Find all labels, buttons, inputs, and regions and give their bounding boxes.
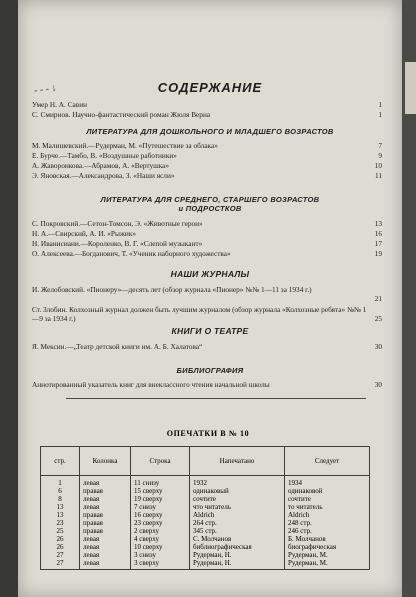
section-heading-bibliography: БИБЛИОГРАФИЯ [176, 366, 244, 375]
errata-page-column [41, 476, 80, 570]
toc-entry [32, 100, 382, 109]
column-header: стр. [41, 447, 80, 476]
toc-entry [32, 342, 382, 351]
errata-correction-column [285, 476, 370, 570]
table-cell: Рудерман, М. [288, 559, 328, 567]
errata-table [40, 446, 370, 570]
toc-entry [32, 161, 382, 170]
toc-entry-page: 7 [378, 141, 382, 150]
table-cell: 264 стр. [193, 519, 217, 527]
table-cell: 11 снизу [134, 479, 160, 487]
handwritten-mark: - - - ↓ [33, 82, 58, 97]
table-cell: 10 сверху [134, 543, 163, 551]
table-cell: 4 сверху [134, 535, 159, 543]
table-cell: Рудерман, Н. [193, 559, 232, 567]
table-cell: 1 [58, 479, 62, 487]
table-cell: библиографическая [193, 543, 252, 551]
errata-line-column [131, 476, 190, 570]
toc-entry-page: 10 [374, 161, 382, 170]
table-cell: правая [83, 511, 103, 519]
table-cell: 13 [56, 511, 64, 519]
table-cell: правая [83, 527, 103, 535]
table-cell: правая [83, 519, 103, 527]
toc-entry-text: И. Желобовский. «Пионеру»—десять лет (обзор журнала «Пионер» №№ 1—11 за 1934 г.) [32, 285, 312, 294]
table-cell: 6 [58, 487, 62, 495]
column-header: Строка [131, 447, 190, 476]
table-cell: что читатель [193, 503, 231, 511]
table-cell: правая [83, 487, 103, 495]
toc-entry [32, 141, 382, 150]
toc-entry-page: 30 [374, 380, 382, 389]
table-cell: сочтите [193, 495, 216, 503]
table-cell: левая [83, 495, 100, 503]
toc-entry-text: М. Малишевский.—Рудерман, М. «Путешествие за облака» [32, 141, 218, 150]
table-cell: левая [83, 503, 100, 511]
table-cell: 1932 [193, 479, 207, 487]
table-cell: 13 [56, 503, 64, 511]
table-cell: 3 сверху [134, 559, 159, 567]
column-header: Напечатано [190, 447, 285, 476]
toc-entry-page: 19 [374, 249, 382, 258]
toc-entry-page: 17 [374, 239, 382, 248]
toc-entry [32, 380, 382, 389]
table-cell: 27 [56, 559, 64, 567]
section-heading-preschool: ЛИТЕРАТУРА ДЛЯ ДОШКОЛЬНОГО И МЛАДШЕГО ВОЗРАСТОВ [86, 127, 334, 136]
toc-entry-page: 11 [374, 171, 382, 180]
toc-entry-page: 1 [378, 110, 382, 119]
toc-entry-text: С. Покровский.—Сетон-Томсон, Э. «Животные герои» [32, 219, 203, 228]
toc-entry [32, 305, 382, 323]
table-cell: 26 [56, 535, 64, 543]
toc-entry-page: 30 [374, 342, 382, 351]
table-cell: 19 сверху [134, 495, 163, 503]
table-cell: 1934 [288, 479, 302, 487]
table-cell: Рудерман, Н. [193, 551, 232, 559]
toc-entry [32, 171, 382, 180]
table-cell: 248 стр. [288, 519, 312, 527]
table-cell: 23 сверху [134, 519, 163, 527]
section-heading-journals: НАШИ ЖУРНАЛЫ [170, 269, 250, 279]
errata-title: ОПЕЧАТКИ В № 10 [166, 429, 250, 438]
toc-entry-text: Э. Яновская.—Александрова, З. «Наши ясли» [32, 171, 175, 180]
adjacent-page-edge [405, 62, 416, 114]
toc-entry-text: Ст. Злобин. Колхозный журнал должен быть лучшим журналом (обзор журнала «Колхозные ребята» №№ 1—9 за 1934 г.) [32, 305, 367, 323]
table-cell: С. Молчанов [193, 535, 232, 543]
divider-rule [66, 398, 366, 399]
toc-entry-text: Н. Иванисиани.—Короленко, В. Г. «Слепой музыкант» [32, 239, 203, 248]
table-cell: 3 снизу [134, 551, 156, 559]
toc-entry-text: Я. Мексин.—„Театр детской книги им. А. Б. Халатова“ [32, 342, 203, 351]
table-cell: левая [83, 543, 100, 551]
table-header-row [41, 447, 370, 476]
table-cell: биографическая [288, 543, 337, 551]
toc-entry-page: 1 [378, 100, 382, 109]
table-cell: левая [83, 479, 100, 487]
errata-column-column [80, 476, 131, 570]
table-cell: левая [83, 551, 100, 559]
table-cell: 2 сверху [134, 527, 159, 535]
toc-entry-page: 25 [374, 314, 382, 323]
toc-entry-page: 9 [378, 151, 382, 160]
toc-entry-page: 16 [374, 229, 382, 238]
toc-entry [32, 249, 382, 258]
table-cell: сочтите [288, 495, 311, 503]
section-heading-theatre: КНИГИ О ТЕАТРЕ [171, 326, 249, 336]
section-heading-middle-line1: ЛИТЕРАТУРА ДЛЯ СРЕДНЕГО, СТАРШЕГО ВОЗРАСТОВ [100, 195, 320, 204]
toc-entry-text: Умер Н. А. Савин [32, 100, 88, 109]
table-cell: Рудерман, М. [288, 551, 328, 559]
table-cell: 26 [56, 543, 64, 551]
scan-background-left [0, 0, 18, 597]
table-cell: одинаковой [288, 487, 323, 495]
column-header: Следует [285, 447, 370, 476]
table-row [41, 476, 370, 570]
table-cell: Б. Молчанов [288, 535, 326, 543]
table-cell: левая [83, 535, 100, 543]
table-cell: Aldrich [288, 511, 310, 519]
table-cell: левая [83, 559, 100, 567]
toc-entry [32, 285, 382, 303]
table-cell: 7 снизу [134, 503, 156, 511]
table-cell: одинаковый [193, 487, 229, 495]
toc-entry-text: А. Жаворонкова.—Абрамов, А. «Вертушка» [32, 161, 170, 170]
toc-entry-text: Аннотированный указатель книг для внеклассного чтения начальной школы [32, 380, 270, 389]
toc-entry [32, 219, 382, 228]
table-cell: Aldrich [193, 511, 215, 519]
table-cell: 25 [56, 527, 64, 535]
toc-entry-text: С. Смирнов. Научно-фантастический роман Жюля Верна [32, 110, 211, 119]
table-cell: 23 [56, 519, 64, 527]
table-cell: то читатель [288, 503, 323, 511]
toc-entry [32, 229, 382, 238]
page-title: СОДЕРЖАНИЕ [157, 80, 263, 95]
table-cell: 345 стр. [193, 527, 217, 535]
toc-entry [32, 239, 382, 248]
table-cell: 27 [56, 551, 64, 559]
table-cell: 246 стр. [288, 527, 312, 535]
toc-entry [32, 151, 382, 160]
toc-entry-text: Н. А.—Свирский, А. И. «Рыжик» [32, 229, 137, 238]
section-heading-middle-line2: и ПОДРОСТКОВ [178, 204, 242, 213]
column-header: Колонка [80, 447, 131, 476]
table-cell: 15 сверху [134, 487, 163, 495]
table-cell: 16 сверху [134, 511, 163, 519]
toc-entry-page: 21 [374, 294, 382, 303]
toc-entry-page: 13 [374, 219, 382, 228]
toc-entry-text: Е. Бурче.—Тамбо, В. «Воздушные работники» [32, 151, 177, 160]
table-cell: 8 [58, 495, 62, 503]
toc-entry-text: О. Алексеева.—Богданович, Т. «Ученик наборного художества» [32, 249, 231, 258]
errata-printed-column [190, 476, 285, 570]
toc-entry [32, 110, 382, 119]
